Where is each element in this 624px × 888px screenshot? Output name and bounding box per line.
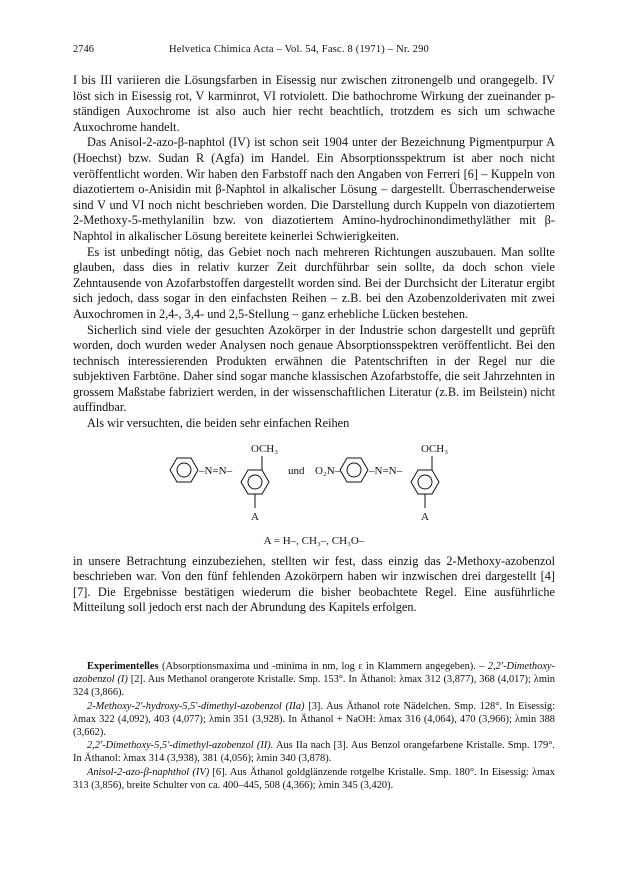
paragraph-6: in unsere Betrachtung einzubeziehen, stellten wir fest, dass einzig das 2-Methoxy-azobenzol beschrieben war. Von den fünf fehlenden Azokörpern haben wir inzwischen drei dargestellt [4] [7]. Die Ergebnisse bestätigen wiederum die bisher beobachtete Regel. Eine ausführliche Mitteilung soll jedoch erst nach der Abrundung des Kapitels erfolgen. [73, 553, 555, 615]
left-substituted-ring [241, 470, 269, 494]
right-substituted-ring [411, 470, 439, 494]
paragraph-2: Das Anisol-2-azo-β-naphtol (IV) ist schon seit 1904 unter der Bezeichnung Pigmentpurpur A (Hoechst) bzw. Sudan R (Agfa) im Handel. Ein Absorptionsspektrum ist aber noch nicht veröffentlicht worden. Wir haben den Farbstoff nach den Angaben von Ferreri [6] – Kuppeln von diazotiertem o-Anisidin mit β-Naphtol in alkalischer Lösung – dargestellt. Überraschenderweise sind V und VI noch nicht beschrieben worden. Die Darstellung durch Kuppeln von diazotiertem 2-Methoxy-5-methylanilin bzw. von diazotiertem Amino-hydrochinondimethyläther mit β-Naphtol in alkalischer Lösung bereitete keinerlei Schwierigkeiten. [73, 135, 555, 243]
compound-text-2: [3]. Aus Äthanol rote Nädelchen. Smp. 128°. In Eisessig: λmax 322 (4,092), 403 (4,077); λmin 351 (3,928). In Äthanol + NaOH: λmax 316 (4,064), 470 (3,966); λmin 388 (3,662). [73, 700, 555, 739]
right-nitro-ring [340, 458, 368, 482]
left-phenyl-ring [170, 458, 198, 482]
connector-und: und [288, 464, 305, 477]
compound-text-3: Aus IIa nach [3]. Aus Benzol orangefarbene Kristalle. Smp. 179°. In Äthanol: λmax 314 (3,938), 381 (4,056); λmin 340 (3,878). [73, 740, 555, 765]
paragraph-1: I bis III variieren die Lösungsfarben in Eisessig nur zwischen zitronengelb und orangegelb. IV löst sich in Eisessig rot, V karminrot, VI rotviolett. Die bathochrome Wirkung der zueinander p-ständigen Auxochrome ist also auch hier recht beachtlich, trotzdem es sich um schwache Auxochrome handelt. [73, 73, 555, 134]
right-substituted-circle [418, 475, 432, 489]
journal-running-head: Helvetica Chimica Acta – Vol. 54, Fasc. 8 (1971) – Nr. 290 [169, 44, 429, 55]
left-phenyl-circle [177, 463, 191, 477]
right-och3-label: OCH₃ [421, 442, 449, 455]
compound-label-1: (I) [117, 674, 128, 686]
experimental-intro [73, 660, 555, 700]
compound-name-1: 2,2'-Dimethoxy-azobenzol [73, 661, 555, 686]
main-text [73, 73, 555, 616]
figure-caption: A = H–, CH₃–, CH₃O– [263, 534, 365, 547]
compound-text-1: [2]. Aus Methanol orangerote Kristalle. Smp. 153°. In Äthanol: λmax 312 (3,877), 368 (4,017); λmin 324 (3,866). [73, 674, 555, 699]
left-substituted-circle [248, 475, 262, 489]
compound-name-3: 2,2'-Dimethoxy-5,5'-dimethyl-azobenzol [87, 740, 254, 752]
compound-name-2: 2-Methoxy-2'-hydroxy-5,5'-dimethyl-azobenzol [87, 700, 282, 712]
paragraph-4: Sicherlich sind viele der gesuchten Azokörper in der Industrie schon dargestellt und geprüft worden, doch wurden weder Analysen noch genaue Absorptionsspektren veröffentlicht. Bei den technisch interessierenden Produkten erwähnen die Patentschriften in der Regel nur die subjektiven Farbtöne. Daher sind sogar manche klassischen Azofarbstoffe, die seit Jahrzehnten in grossem Maßstabe fabriziert werden, in der wissenschaftlichen Literatur (z.B. im Beilstein) nicht auffindbar. [73, 322, 555, 415]
paragraph-5: Als wir versuchten, die beiden sehr einfachen Reihen [87, 416, 350, 431]
compound-text-4: [6]. Aus Äthanol goldglänzende rotgelbe Kristalle. Smp. 180°. In Eisessig: λmax 313 (3,856), breite Schulter von ca. 400–445, 508 (4,366); λmin 345 (3,420). [73, 766, 555, 791]
left-a-label: A [251, 510, 259, 523]
experimental-entry-3 [73, 739, 555, 765]
experimental-entry-2 [73, 700, 555, 740]
right-azo-label: –N=N– [369, 464, 403, 477]
azo-structures-svg [73, 434, 555, 534]
experimental-section [73, 660, 555, 792]
compound-name-4: Anisol-2-azo-β-naphthol [87, 766, 190, 778]
right-a-label: A [421, 510, 429, 523]
structure-figure [73, 434, 555, 552]
experimental-entry-4 [73, 766, 555, 792]
page-number: 2746 [73, 44, 94, 55]
paragraph-3: Es ist unbedingt nötig, das Gebiet noch nach mehreren Richtungen auszubauen. Man sollte glauben, dass dies in relativ kurzer Zeit durchführbar sein sollte, da doch schon viele Zehntausende von Azofarbstoffen dargestellt worden sind. Bei der Durchsicht der Literatur ergibt sich jedoch, dass sogar in den einfachsten Reihen – z.B. bei den Azobenzolderivaten mit zwei Auxochromen in 2,4-, 3,4- und 2,5-Stellung – ganz erhebliche Lücken bestehen. [73, 244, 555, 321]
experimental-heading: Experimentelles [87, 661, 159, 672]
compound-label-4: (IV) [192, 766, 210, 778]
page-header [73, 44, 555, 58]
compound-label-2: (IIa) [285, 700, 305, 712]
right-nitro-label: O₂N– [315, 464, 341, 477]
left-azo-label: –N=N– [199, 464, 233, 477]
compound-label-3: (II). [256, 740, 274, 752]
left-och3-label: OCH₃ [251, 442, 279, 455]
experimental-note: (Absorptionsmaxima und -minima in nm, log ε in Klammern angegeben). – [161, 661, 485, 672]
right-nitro-circle [347, 463, 361, 477]
